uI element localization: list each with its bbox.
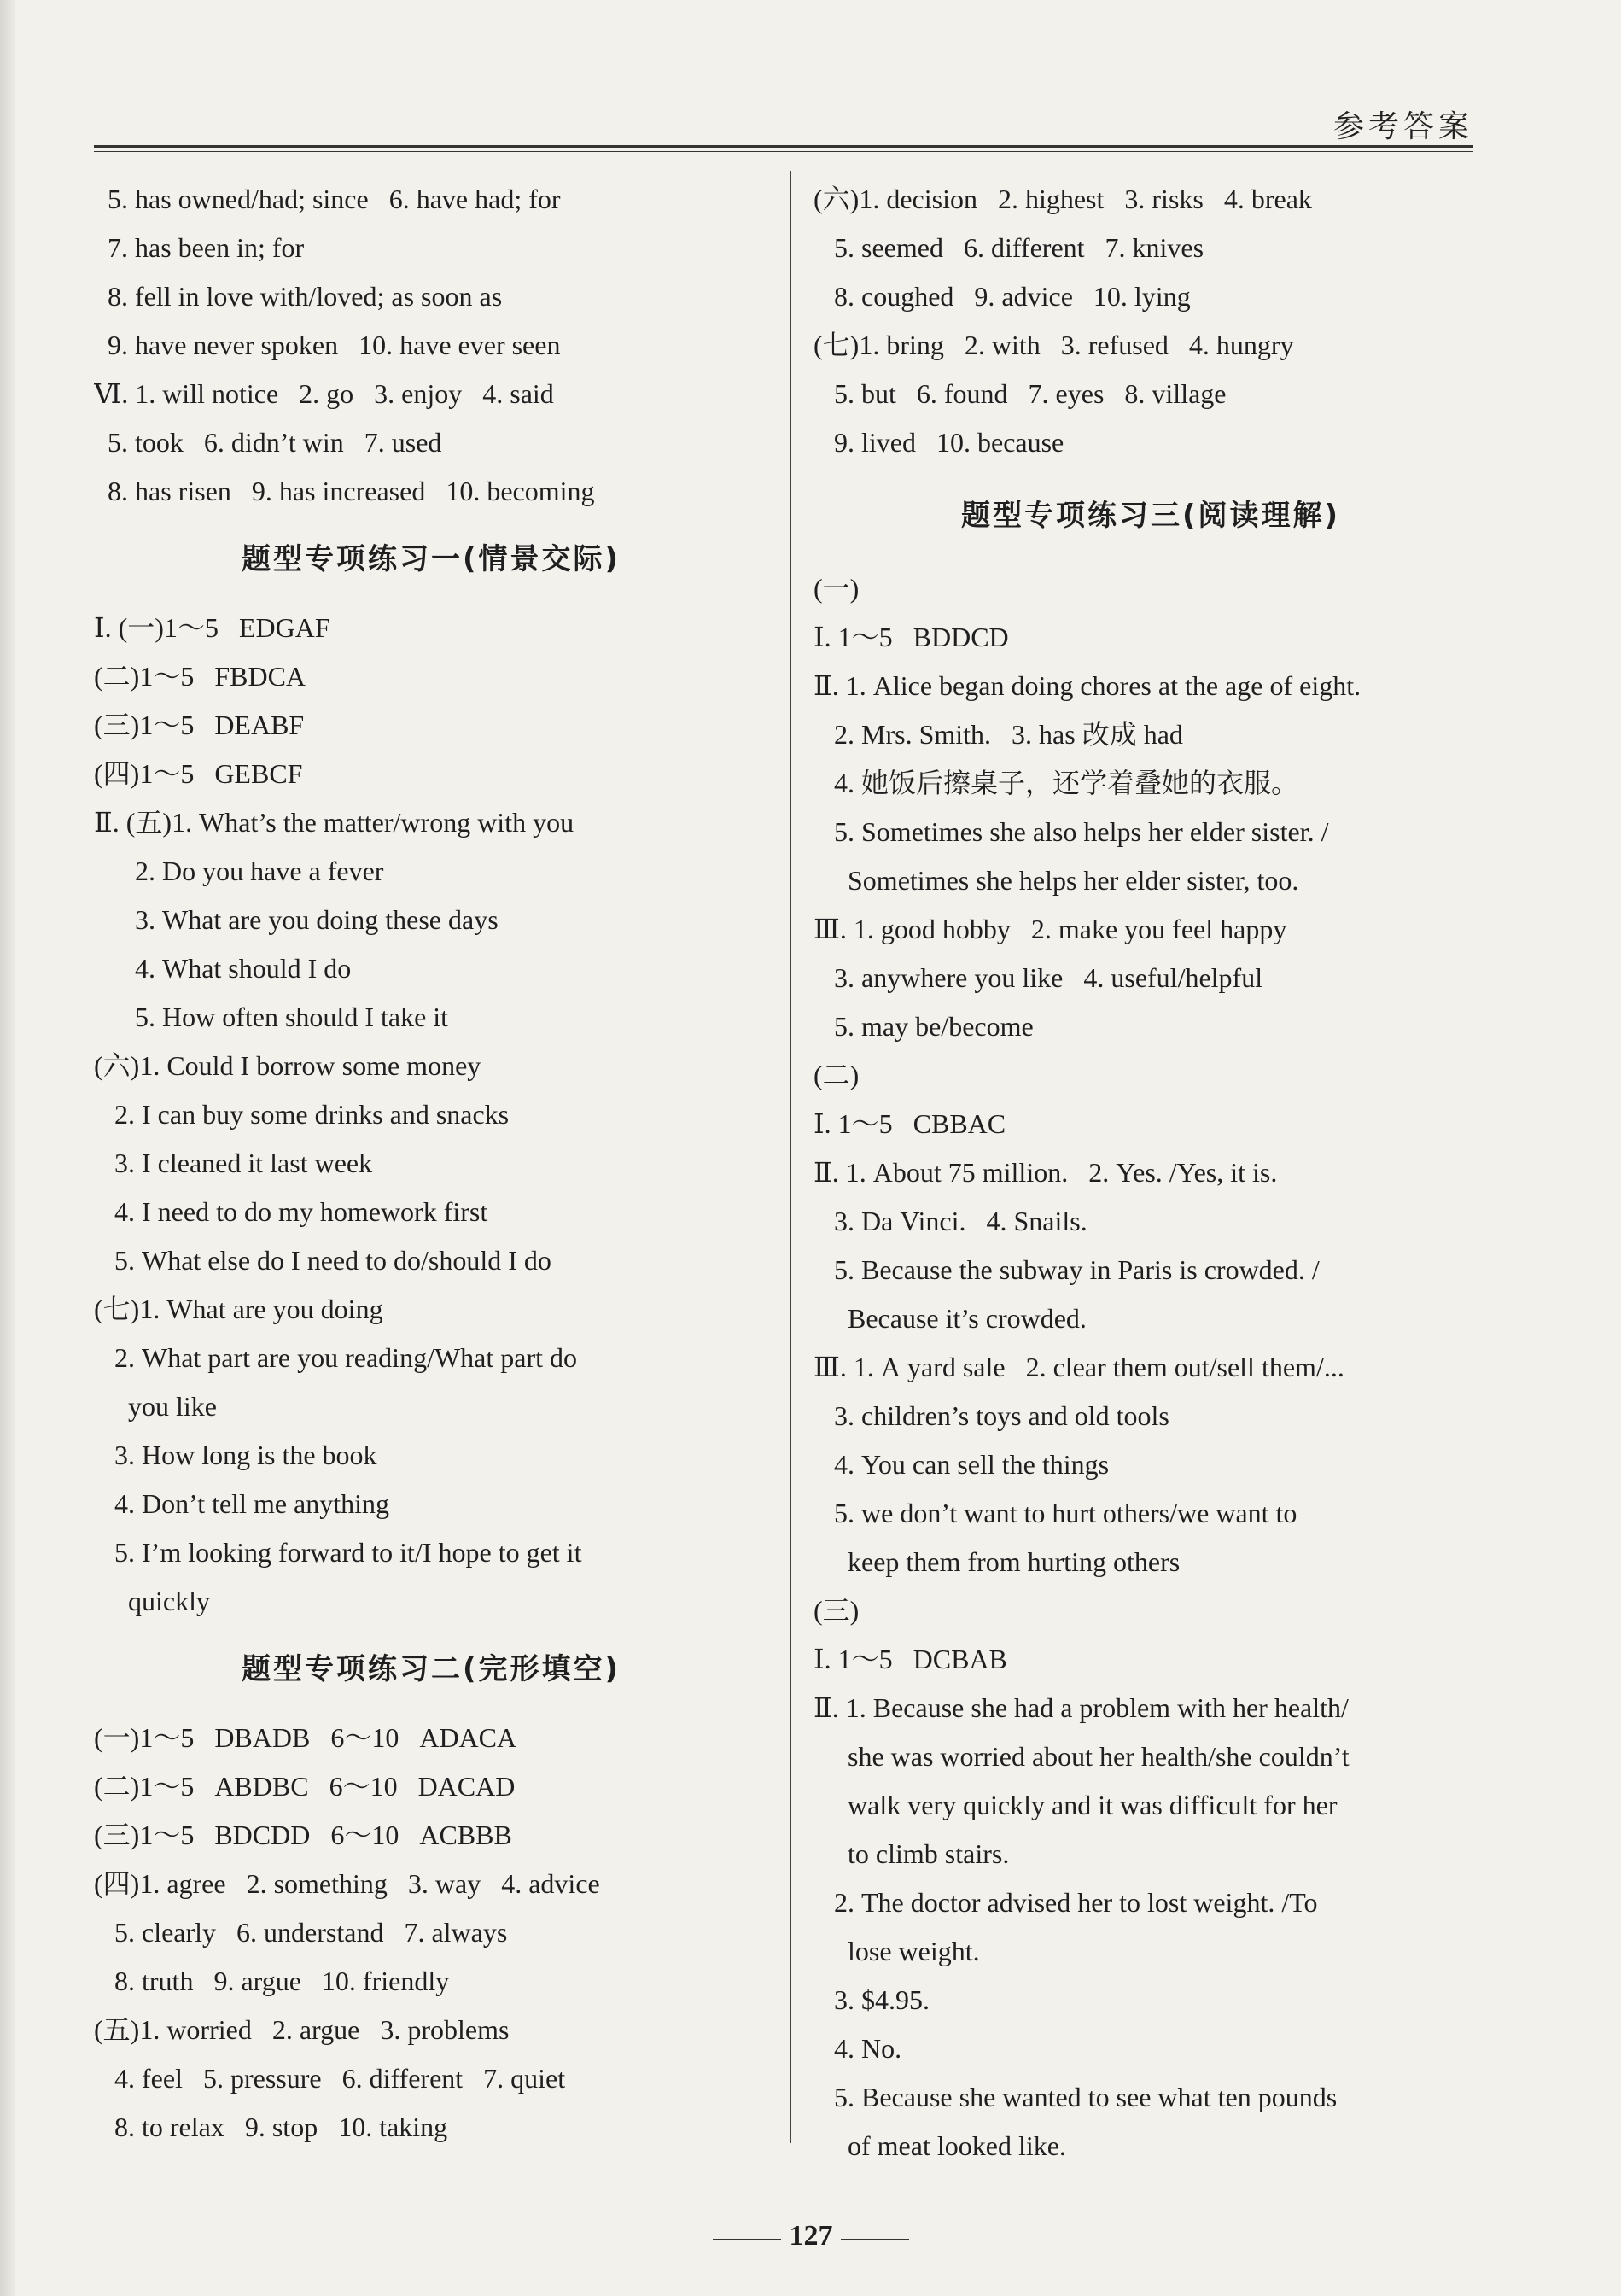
answer-line: 9. have never spoken 10. have ever seen (94, 330, 561, 360)
footer-ornament-right (841, 2239, 909, 2240)
answer-line: 4. I need to do my homework first (94, 1196, 488, 1227)
answer-line: (六)1. decision 2. highest 3. risks 4. break (813, 184, 1312, 214)
answer-line: 4. feel 5. pressure 6. different 7. quiet (94, 2063, 566, 2094)
answer-line: Ⅰ. 1～5 CBBAC (813, 1108, 1006, 1139)
section-title: 题型专项练习二(完形填空) (241, 1652, 621, 1686)
answer-line: 5. What else do I need to do/should I do (94, 1245, 551, 1276)
answer-line: Ⅰ. 1～5 BDDCD (813, 622, 1009, 652)
answer-line: keep them from hurting others (813, 1546, 1181, 1577)
answer-line: Ⅱ. 1. Because she had a problem with her health/ (813, 1692, 1349, 1723)
answer-line: (二) (813, 1060, 860, 1090)
answer-line: (三) (813, 1595, 860, 1626)
answer-line: 4. No. (813, 2033, 902, 2064)
answer-line: 5. I’m looking forward to it/I hope to get it (94, 1537, 582, 1568)
page-header (94, 102, 1473, 152)
answer-line: 3. children’s toys and old tools (813, 1400, 1169, 1431)
answer-line: 3. $4.95. (813, 1984, 930, 2015)
answer-line: 8. coughed 9. advice 10. lying (813, 281, 1191, 312)
answer-line: 5. but 6. found 7. eyes 8. village (813, 378, 1227, 409)
answer-line: 4. 她饭后擦桌子，还学着叠她的衣服。 (813, 768, 1299, 798)
answer-line: (七)1. bring 2. with 3. refused 4. hungry (813, 330, 1294, 360)
answer-line: Ⅲ. 1. good hobby 2. make you feel happy (813, 914, 1287, 944)
answer-line: (一)1～5 DBADB 6～10 ADACA (94, 1722, 517, 1753)
answer-line: walk very quickly and it was difficult for her (813, 1790, 1338, 1820)
answer-line: (一) (813, 573, 860, 604)
answer-line: Because it’s crowded. (813, 1303, 1087, 1334)
answer-line: (三)1～5 DEABF (94, 710, 305, 740)
answer-line: 5. took 6. didn’t win 7. used (94, 427, 442, 458)
answer-line: Ⅱ. 1. About 75 million. 2. Yes. /Yes, it is. (813, 1157, 1278, 1188)
answer-line: Ⅲ. 1. A yard sale 2. clear them out/sell them/... (813, 1352, 1344, 1382)
answer-line: 3. What are you doing these days (94, 904, 499, 935)
answer-line: (四)1. agree 2. something 3. way 4. advice (94, 1868, 600, 1899)
answer-line: 2. The doctor advised her to lost weight. /To (813, 1887, 1318, 1918)
answer-line: lose weight. (813, 1936, 980, 1966)
answer-line: 5. Because the subway in Paris is crowded. / (813, 1254, 1320, 1285)
answer-line: (七)1. What are you doing (94, 1294, 383, 1324)
answer-line: (四)1～5 GEBCF (94, 758, 303, 789)
header-rule (94, 145, 1473, 148)
section-title: 题型专项练习三(阅读理解) (960, 499, 1341, 533)
answer-line: 8. truth 9. argue 10. friendly (94, 1966, 450, 1996)
answer-line: 9. lived 10. because (813, 427, 1064, 458)
answer-line: 5. may be/become (813, 1011, 1034, 1042)
answer-line: Ⅱ. 1. Alice began doing chores at the age of eight. (813, 670, 1362, 701)
answer-line: 5. we don’t want to hurt others/we want to (813, 1498, 1297, 1528)
header-title: 参考答案 (1332, 109, 1473, 144)
page-number: 127 (783, 2220, 840, 2252)
answer-line: of meat looked like. (813, 2130, 1066, 2161)
answer-line: Ⅰ. (一)1～5 EDGAF (94, 612, 330, 643)
answer-line: 8. fell in love with/loved; as soon as (94, 281, 503, 312)
answer-line: Ⅰ. 1～5 DCBAB (813, 1644, 1007, 1674)
answer-line: (二)1～5 ABDBC 6～10 DACAD (94, 1771, 516, 1802)
answer-line: 5. clearly 6. understand 7. always (94, 1917, 508, 1948)
answer-line: 5. Because she wanted to see what ten pounds (813, 2082, 1338, 2112)
answer-line: 2. Mrs. Smith. 3. has 改成 had (813, 719, 1183, 750)
answer-line: 8. to relax 9. stop 10. taking (94, 2112, 448, 2142)
answer-line: to climb stairs. (813, 1838, 1010, 1869)
section-title: 题型专项练习一(情景交际) (241, 542, 621, 576)
answer-line: 8. has risen 9. has increased 10. becoming (94, 476, 595, 506)
right-column (813, 175, 1488, 2170)
answer-line: (五)1. worried 2. argue 3. problems (94, 2014, 510, 2045)
answer-line: 2. Do you have a fever (94, 856, 384, 886)
answer-line: 5. How often should I take it (94, 1002, 449, 1032)
page-footer (713, 2220, 909, 2254)
answer-line: 7. has been in; for (94, 232, 305, 263)
answer-line: Sometimes she helps her elder sister, too. (813, 865, 1299, 896)
left-column (94, 175, 768, 2152)
answer-line: 3. Da Vinci. 4. Snails. (813, 1206, 1087, 1236)
answer-line: (六)1. Could I borrow some money (94, 1050, 481, 1081)
answer-line: 3. How long is the book (94, 1440, 377, 1470)
answer-line: 5. Sometimes she also helps her elder sister. / (813, 816, 1329, 847)
answer-line: 5. has owned/had; since 6. have had; for (94, 184, 561, 214)
answer-line: you like (94, 1391, 217, 1422)
page-edge (0, 0, 15, 2296)
answer-line: Ⅱ. (五)1. What’s the matter/wrong with you (94, 807, 574, 838)
answer-line: quickly (94, 1586, 210, 1616)
answer-line: 3. anywhere you like 4. useful/helpful (813, 962, 1263, 993)
answer-line: 4. You can sell the things (813, 1449, 1110, 1480)
answer-line: 2. What part are you reading/What part do (94, 1342, 577, 1373)
answer-line: (二)1～5 FBDCA (94, 661, 306, 692)
answer-line: (三)1～5 BDCDD 6～10 ACBBB (94, 1820, 512, 1850)
answer-line: 5. seemed 6. different 7. knives (813, 232, 1204, 263)
header-rule-thin (94, 151, 1473, 152)
answer-line: Ⅵ. 1. will notice 2. go 3. enjoy 4. said (94, 378, 554, 409)
answer-line: she was worried about her health/she couldn’t (813, 1741, 1350, 1772)
answer-line: 4. Don’t tell me anything (94, 1488, 390, 1519)
footer-ornament-left (713, 2239, 781, 2240)
answer-line: 4. What should I do (94, 953, 352, 984)
answer-line: 2. I can buy some drinks and snacks (94, 1099, 510, 1130)
answer-line: 3. I cleaned it last week (94, 1148, 373, 1178)
column-divider (790, 171, 791, 2143)
